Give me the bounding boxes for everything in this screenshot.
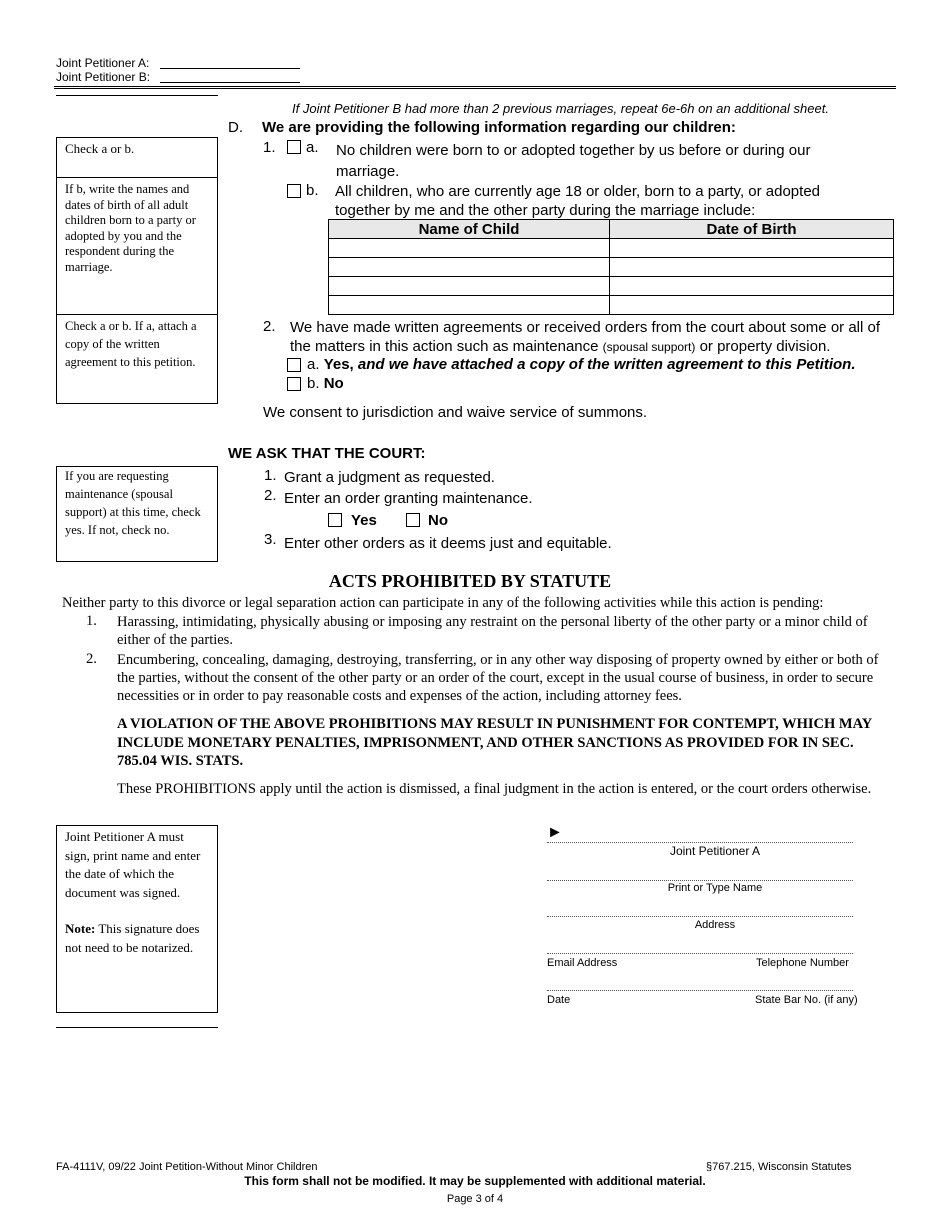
date-bar-line[interactable] — [547, 990, 853, 991]
ask-item-1-num: 1. — [264, 467, 277, 484]
child-name-cell[interactable] — [329, 296, 610, 315]
signature-instructions-text: Joint Petitioner A must sign, print name and enter the date of which the document was signed. — [65, 829, 201, 900]
agreement-b-label: b. — [307, 375, 320, 392]
acts-item-1-num: 1. — [86, 613, 97, 629]
signature-label: Joint Petitioner A — [669, 844, 761, 858]
acts-warning: A VIOLATION OF THE ABOVE PROHIBITIONS MAY RESULT IN PUNISHMENT FOR CONTEMPT, WHICH MAY INCLUDE MONETARY PENALTIES, IMPRISONMENT, AND OTHER SANCTIONS AS PROVIDED FOR IN SEC. 785.04 WIS. STATS. — [117, 716, 872, 769]
ask-item-3-text: Enter other orders as it deems just and equitable. — [284, 535, 612, 552]
item2-number: 2. — [263, 318, 276, 335]
children-none-checkbox[interactable] — [287, 140, 301, 154]
table-row — [329, 258, 894, 277]
print-name-line[interactable] — [547, 880, 853, 881]
ask-item-1-text: Grant a judgment as requested. — [284, 469, 495, 486]
ask-item-2-num: 2. — [264, 487, 277, 504]
ask-heading: WE ASK THAT THE COURT: — [228, 445, 426, 462]
item2-small: (spousal support) — [602, 340, 696, 354]
sidebar-signature-instructions — [56, 825, 218, 1013]
section-d-letter: D. — [228, 119, 243, 136]
petitioner-a-label: Joint Petitioner A: — [56, 56, 150, 70]
agreement-no-checkbox[interactable] — [287, 377, 301, 391]
signature-note-label: Note: — [65, 921, 96, 936]
footer-form-id: FA-4111V, 09/22 Joint Petition-Without Minor Children — [56, 1161, 318, 1173]
consent-text: We consent to jurisdiction and waive service of summons. — [263, 404, 648, 421]
sidebar-maintenance-instructions: If you are requesting maintenance (spousal support) at this time, check yes. If not, check no. — [56, 466, 218, 562]
acts-item-2-num: 2. — [86, 651, 97, 667]
sidebar-bottom-rule — [56, 1027, 218, 1028]
date-label: Date — [547, 994, 571, 1006]
section-d-heading: We are providing the following information regarding our children: — [262, 119, 736, 136]
maintenance-yes-checkbox[interactable] — [328, 513, 342, 527]
acts-item-2-text: Encumbering, concealing, damaging, destroying, transferring, or in any other way disposing of property owned by either or both of the parties, without the consent of the other party or an order of the court, except in the usual course of business, in order to secure necessities or in order to pay reasonable costs and expenses of the action, including attorney fees. — [117, 652, 879, 704]
footer-statute: §767.215, Wisconsin Statutes — [706, 1161, 852, 1173]
signature-note — [65, 920, 211, 957]
item2-text — [290, 318, 890, 357]
ask-item-3-num: 3. — [264, 531, 277, 548]
email-phone-line[interactable] — [547, 953, 853, 954]
child-dob-cell[interactable] — [610, 239, 894, 258]
agreement-yes-row — [307, 356, 855, 373]
acts-item-1-text: Harassing, intimidating, physically abusing or imposing any restraint on the personal liberty of the other party or a minor child of either of the parties. — [117, 614, 868, 648]
print-name-label: Print or Type Name — [667, 882, 763, 894]
petitioner-a-line[interactable] — [160, 68, 300, 69]
children-table — [328, 219, 894, 315]
footer-notice: This form shall not be modified. It may be supplemented with additional material. — [244, 1174, 706, 1188]
signature-line[interactable] — [547, 842, 853, 843]
agreement-yes-label: Yes, — [323, 356, 354, 373]
bar-no-label: State Bar No. (if any) — [755, 994, 858, 1006]
signature-arrow-icon: ► — [547, 824, 563, 841]
option-b-label: b. — [306, 182, 319, 199]
sidebar-check-a-or-b: Check a or b. — [57, 138, 217, 178]
maintenance-yes-label: Yes — [351, 512, 377, 529]
acts-intro: Neither party to this divorce or legal separation action can participate in any of the following activities while this action is pending: — [62, 595, 824, 611]
table-row — [329, 277, 894, 296]
child-name-cell[interactable] — [329, 258, 610, 277]
sidebar-box-children — [56, 137, 218, 404]
agreement-yes-checkbox[interactable] — [287, 358, 301, 372]
petitioner-b-label: Joint Petitioner B: — [56, 70, 151, 84]
email-label: Email Address — [547, 957, 618, 969]
agreement-no-label: No — [323, 375, 344, 392]
option-b-text: All children, who are currently age 18 or older, born to a party, or adopted together by me and the other party during the marriage include: — [335, 183, 821, 219]
adult-children-checkbox[interactable] — [287, 184, 301, 198]
name-of-child-header: Name of Child — [329, 220, 610, 239]
sidebar-agreement-instructions: Check a or b. If a, attach a copy of the written agreement to this petition. — [65, 319, 197, 369]
item2-text-1: We have made written agreements or received orders from the court about some or all of the matters in this action such as maintenance — [290, 319, 881, 355]
agreement-yes-text: and we have attached a copy of the written agreement to this Petition. — [357, 356, 856, 373]
agreement-no-row — [307, 375, 344, 392]
footer-page: Page 3 of 4 — [446, 1193, 504, 1205]
child-dob-cell[interactable] — [610, 277, 894, 296]
header-rule — [54, 86, 896, 89]
date-of-birth-header: Date of Birth — [610, 220, 894, 239]
child-dob-cell[interactable] — [610, 258, 894, 277]
agreement-a-label: a. — [307, 356, 320, 373]
acts-title: ACTS PROHIBITED BY STATUTE — [328, 571, 612, 591]
petitioner-header — [56, 56, 150, 84]
address-line[interactable] — [547, 916, 853, 917]
item1-number: 1. — [263, 139, 276, 156]
signature-note-text: This signature does not need to be notarized. — [65, 921, 200, 955]
option-a-text: No children were born to or adopted together by us before or during our marriage. — [336, 142, 811, 180]
petitioner-b-line[interactable] — [160, 82, 300, 83]
item2-text-2: or property division. — [699, 338, 831, 355]
acts-duration: These PROHIBITIONS apply until the action is dismissed, a final judgment in the action is entered, or the court orders otherwise. — [117, 781, 872, 797]
note-6e: If Joint Petitioner B had more than 2 previous marriages, repeat 6e-6h on an additional sheet. — [292, 101, 829, 116]
maintenance-no-label: No — [428, 512, 448, 529]
maintenance-no-checkbox[interactable] — [406, 513, 420, 527]
sidebar-children-instructions: If b, write the names and dates of birth of all adult children born to a party or adopted by you and the respondent during the marriage. — [57, 178, 217, 315]
child-dob-cell[interactable] — [610, 296, 894, 315]
option-a-label: a. — [306, 139, 319, 156]
sidebar-rule — [56, 95, 218, 96]
child-name-cell[interactable] — [329, 277, 610, 296]
telephone-label: Telephone Number — [756, 957, 849, 969]
table-row — [329, 239, 894, 258]
child-name-cell[interactable] — [329, 239, 610, 258]
table-row — [329, 296, 894, 315]
address-label: Address — [694, 919, 736, 931]
ask-item-2-text: Enter an order granting maintenance. — [284, 490, 533, 507]
